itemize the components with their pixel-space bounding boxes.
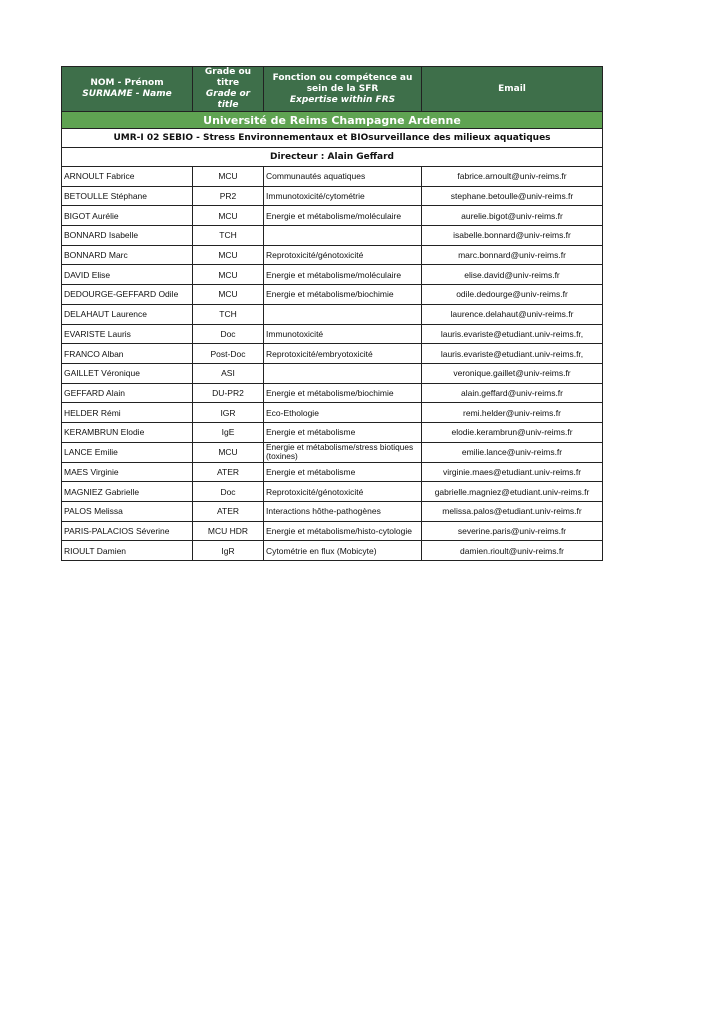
table-row <box>62 285 603 305</box>
grade-cell: ATER <box>193 462 264 482</box>
director-title: Directeur : Alain Geffard <box>62 148 603 167</box>
grade-cell: MCU <box>193 442 264 462</box>
function-cell: Energie et métabolisme/biochimie <box>264 285 422 305</box>
function-cell: Communautés aquatiques <box>264 167 422 187</box>
table-row <box>62 304 603 324</box>
email-cell: aurelie.bigot@univ-reims.fr <box>422 206 603 226</box>
header-name-fr: NOM - Prénom <box>90 78 164 88</box>
header-grade-en: Grade or title <box>205 89 251 110</box>
university-title: Université de Reims Champagne Ardenne <box>62 112 603 129</box>
email-cell: remi.helder@univ-reims.fr <box>422 403 603 423</box>
header-function-fr: Fonction ou compétence au sein de la SFR <box>272 72 413 94</box>
name-cell: EVARISTE Lauris <box>62 324 193 344</box>
name-cell: BONNARD Isabelle <box>62 226 193 246</box>
table-row <box>62 482 603 502</box>
header-grade-fr: Grade ou titre <box>204 67 252 88</box>
grade-cell: Doc <box>193 324 264 344</box>
name-cell: DAVID Elise <box>62 265 193 285</box>
function-cell: Immunotoxicité/cytométrie <box>264 186 422 206</box>
email-cell: fabrice.arnoult@univ-reims.fr <box>422 167 603 187</box>
email-cell: melissa.palos@etudiant.univ-reims.fr <box>422 502 603 522</box>
name-cell: HELDER Rémi <box>62 403 193 423</box>
header-function-en: Expertise within FRS <box>289 94 396 105</box>
table-row <box>62 541 603 561</box>
table-row <box>62 186 603 206</box>
function-cell: Reprotoxicité/génotoxicité <box>264 482 422 502</box>
table-row <box>62 383 603 403</box>
function-cell: Reprotoxicité/embryotoxicité <box>264 344 422 364</box>
function-cell: Energie et métabolisme/moléculaire <box>264 265 422 285</box>
grade-cell: Post-Doc <box>193 344 264 364</box>
grade-cell: ATER <box>193 502 264 522</box>
name-cell: GEFFARD Alain <box>62 383 193 403</box>
function-cell: Interactions hôthe-pathogènes <box>264 502 422 522</box>
name-cell: BIGOT Aurélie <box>62 206 193 226</box>
header-email: Email <box>422 67 603 112</box>
table-row <box>62 226 603 246</box>
email-cell: marc.bonnard@univ-reims.fr <box>422 245 603 265</box>
function-cell <box>264 226 422 246</box>
grade-cell: IgR <box>193 541 264 561</box>
table-row <box>62 167 603 187</box>
email-cell: severine.paris@univ-reims.fr <box>422 521 603 541</box>
function-cell: Energie et métabolisme <box>264 462 422 482</box>
function-cell <box>264 304 422 324</box>
grade-cell: MCU <box>193 167 264 187</box>
email-cell: emilie.lance@univ-reims.fr <box>422 442 603 462</box>
email-cell: gabrielle.magniez@etudiant.univ-reims.fr <box>422 482 603 502</box>
grade-cell: ASI <box>193 363 264 383</box>
table-row <box>62 521 603 541</box>
name-cell: PARIS-PALACIOS Séverine <box>62 521 193 541</box>
email-cell: damien.rioult@univ-reims.fr <box>422 541 603 561</box>
header-name <box>62 67 193 112</box>
unit-row <box>62 129 603 148</box>
function-cell: Cytométrie en flux (Mobicyte) <box>264 541 422 561</box>
header-name-en: SURNAME - Name <box>82 89 172 99</box>
function-cell: Energie et métabolisme/stress biotiques (toxines) <box>264 442 422 462</box>
name-cell: LANCE Emilie <box>62 442 193 462</box>
members-table <box>61 66 603 561</box>
name-cell: MAES Virginie <box>62 462 193 482</box>
grade-cell: IgE <box>193 422 264 442</box>
email-cell: isabelle.bonnard@univ-reims.fr <box>422 226 603 246</box>
table-row <box>62 363 603 383</box>
email-cell: odile.dedourge@univ-reims.fr <box>422 285 603 305</box>
function-cell: Energie et métabolisme <box>264 422 422 442</box>
function-cell: Reprotoxicité/génotoxicité <box>264 245 422 265</box>
grade-cell: MCU <box>193 265 264 285</box>
name-cell: DELAHAUT Laurence <box>62 304 193 324</box>
table-row <box>62 324 603 344</box>
name-cell: FRANCO Alban <box>62 344 193 364</box>
grade-cell: IGR <box>193 403 264 423</box>
grade-cell: TCH <box>193 226 264 246</box>
email-cell: virginie.maes@etudiant.univ-reims.fr <box>422 462 603 482</box>
function-cell: Energie et métabolisme/histo-cytologie <box>264 521 422 541</box>
university-row <box>62 112 603 129</box>
function-cell: Immunotoxicité <box>264 324 422 344</box>
grade-cell: MCU <box>193 285 264 305</box>
unit-title: UMR-I 02 SEBIO - Stress Environnementaux et BIOsurveillance des milieux aquatiques <box>62 129 603 148</box>
email-cell: veronique.gaillet@univ-reims.fr <box>422 363 603 383</box>
name-cell: BONNARD Marc <box>62 245 193 265</box>
email-cell: elise.david@univ-reims.fr <box>422 265 603 285</box>
header-grade <box>193 67 264 112</box>
name-cell: RIOULT Damien <box>62 541 193 561</box>
name-cell: MAGNIEZ Gabrielle <box>62 482 193 502</box>
email-cell: lauris.evariste@etudiant.univ-reims.fr, <box>422 344 603 364</box>
table-row <box>62 422 603 442</box>
email-cell: elodie.kerambrun@univ-reims.fr <box>422 422 603 442</box>
name-cell: BETOULLE Stéphane <box>62 186 193 206</box>
name-cell: ARNOULT Fabrice <box>62 167 193 187</box>
table-row <box>62 344 603 364</box>
function-cell: Energie et métabolisme/biochimie <box>264 383 422 403</box>
function-cell <box>264 363 422 383</box>
grade-cell: MCU HDR <box>193 521 264 541</box>
grade-cell: MCU <box>193 206 264 226</box>
function-cell: Energie et métabolisme/moléculaire <box>264 206 422 226</box>
name-cell: GAILLET Véronique <box>62 363 193 383</box>
email-cell: lauris.evariste@etudiant.univ-reims.fr, <box>422 324 603 344</box>
grade-cell: Doc <box>193 482 264 502</box>
grade-cell: TCH <box>193 304 264 324</box>
table-row <box>62 403 603 423</box>
table-row <box>62 265 603 285</box>
name-cell: PALOS Melissa <box>62 502 193 522</box>
grade-cell: DU-PR2 <box>193 383 264 403</box>
table-row <box>62 206 603 226</box>
header-function <box>264 67 422 112</box>
table-header-row <box>62 67 603 112</box>
grade-cell: MCU <box>193 245 264 265</box>
table-row <box>62 442 603 462</box>
email-cell: laurence.delahaut@univ-reims.fr <box>422 304 603 324</box>
director-row <box>62 148 603 167</box>
name-cell: DEDOURGE-GEFFARD Odile <box>62 285 193 305</box>
email-cell: stephane.betoulle@univ-reims.fr <box>422 186 603 206</box>
email-cell: alain.geffard@univ-reims.fr <box>422 383 603 403</box>
function-cell: Eco-Ethologie <box>264 403 422 423</box>
name-cell: KERAMBRUN Elodie <box>62 422 193 442</box>
table-row <box>62 502 603 522</box>
table-row <box>62 245 603 265</box>
grade-cell: PR2 <box>193 186 264 206</box>
table-row <box>62 462 603 482</box>
